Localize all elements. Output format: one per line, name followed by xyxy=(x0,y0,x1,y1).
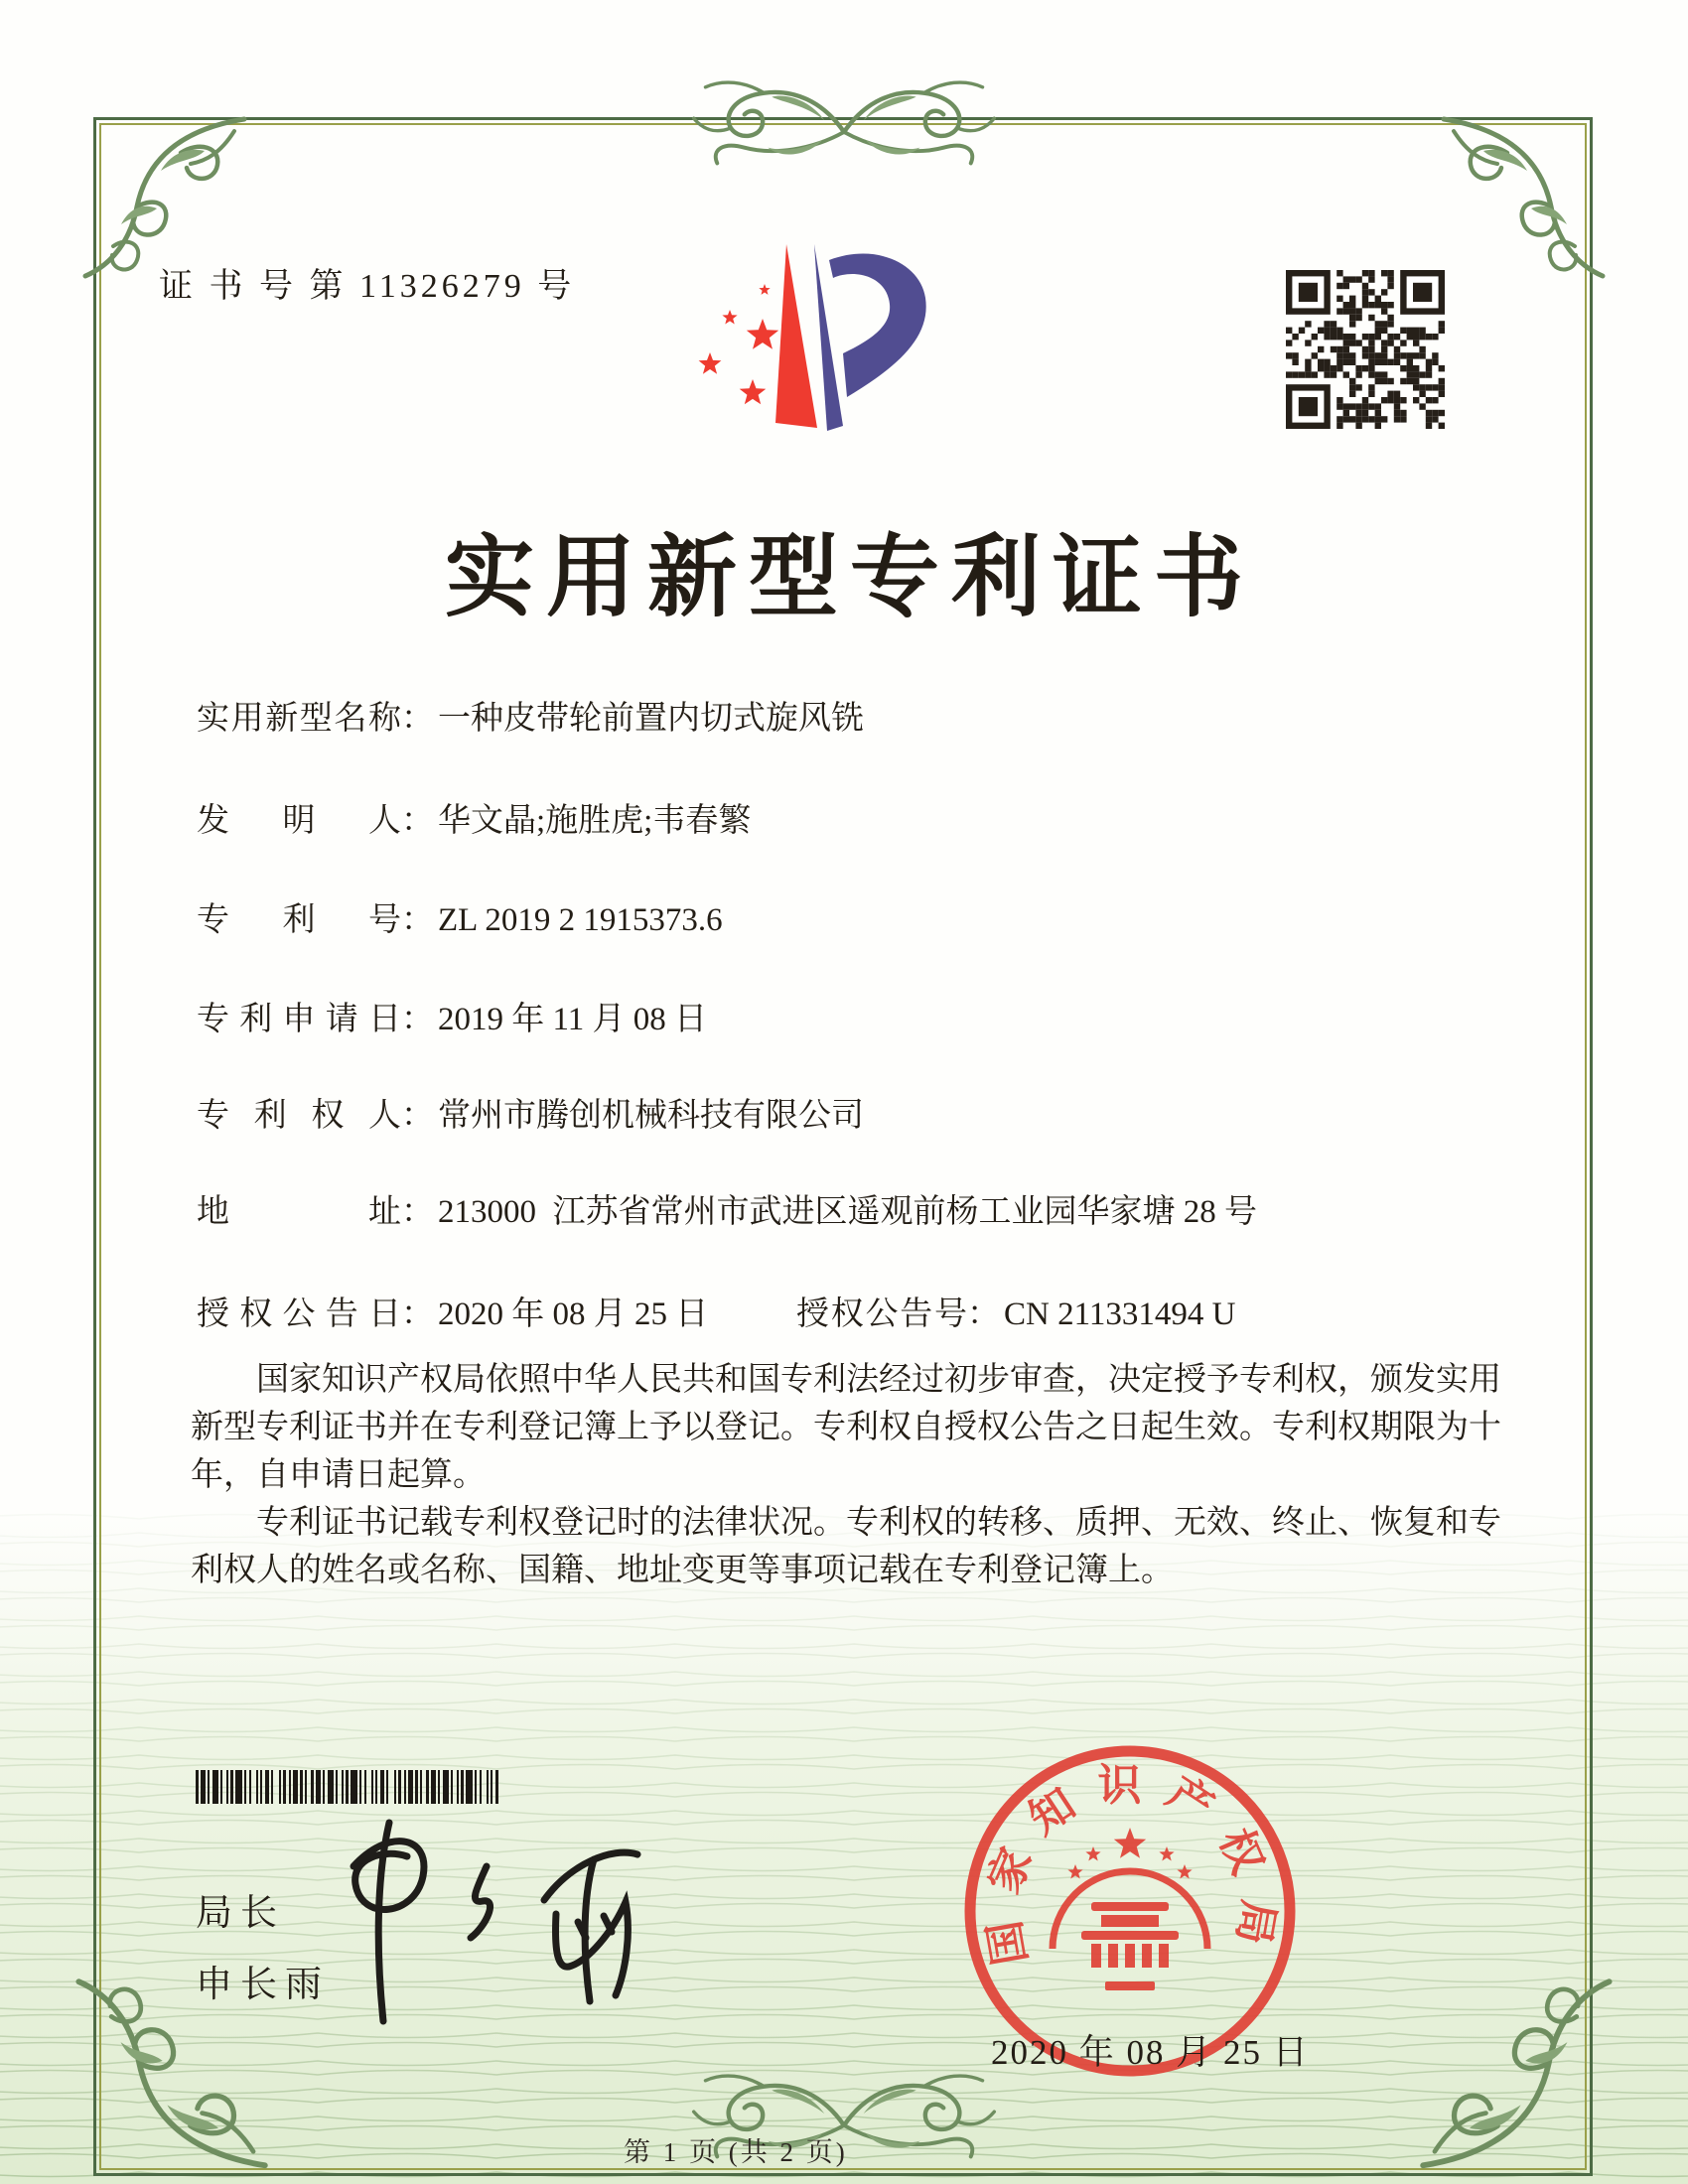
director-title: 局长 xyxy=(196,1893,285,1934)
field-row-inventors: 发明人： 华文晶;施胜虎;韦春繁 xyxy=(197,800,1529,842)
seal-text: 国家知识产权局 xyxy=(976,1761,1284,1969)
legal-paragraph-1: 国家知识产权局依照中华人民共和国专利法经过初步审查，决定授予专利权，颁发实用新型专利证书并在专利登记簿上予以登记。专利权自授权公告之日起生效。专利权期限为十年，自申请日起算。 xyxy=(191,1362,1501,1493)
top-center-ornament xyxy=(620,71,1068,189)
field-value: 213000 江苏省常州市武进区遥观前杨工业园华家塘 28 号 xyxy=(438,1194,1257,1230)
field-value: 2020 年 08 月 25 日 xyxy=(438,1297,709,1332)
field-grant-number: 授权公告号： CN 211331494 U xyxy=(796,1294,1235,1335)
field-label: 专利申请日 xyxy=(197,1002,401,1037)
field-row-grant-date: 授权公告日： 2020 年 08 月 25 日 授权公告号： CN 211331494 U xyxy=(197,1294,1529,1335)
corner-flourish-bottom-right xyxy=(1415,1969,1618,2182)
corner-flourish-top-left xyxy=(77,109,251,283)
barcode-icon xyxy=(196,1770,498,1804)
field-row-utility-model-name: 实用新型名称： 一种皮带轮前置内切式旋风铣 xyxy=(197,698,1529,740)
field-row-patent-number: 专利号： ZL 2019 2 1915373.6 xyxy=(197,899,1529,941)
director-signature-icon xyxy=(328,1805,655,2028)
director-name: 申长雨 xyxy=(196,1965,330,2005)
certificate-title: 实用新型专利证书 xyxy=(445,529,1255,627)
field-label: 授权公告日 xyxy=(197,1297,401,1332)
field-row-patentee: 专利权人： 常州市腾创机械科技有限公司 xyxy=(197,1095,1529,1137)
page-footer: 第 1 页 (共 2 页) xyxy=(624,2137,848,2167)
field-label: 地址 xyxy=(197,1194,401,1230)
legal-text-block xyxy=(191,1356,1501,1594)
field-label: 发明人 xyxy=(197,803,401,839)
cnipa-logo-icon xyxy=(688,236,934,437)
legal-paragraph-2: 专利证书记载专利权登记时的法律状况。专利权的转移、质押、无效、终止、恢复和专利权人的姓名或名称、国籍、地址变更等事项记载在专利登记簿上。 xyxy=(191,1505,1501,1588)
national-emblem xyxy=(1053,1828,1207,1990)
certificate-number: 证 书 号 第 11326279 号 xyxy=(159,268,576,305)
field-row-application-date: 专利申请日： 2019 年 11 月 08 日 xyxy=(197,999,1529,1040)
corner-flourish-top-right xyxy=(1437,109,1611,283)
field-value: 2019 年 11 月 08 日 xyxy=(438,1002,708,1037)
field-label: 实用新型名称 xyxy=(197,701,401,737)
field-value: ZL 2019 2 1915373.6 xyxy=(438,902,723,938)
seal-date: 2020 年 08 月 25 日 xyxy=(991,2033,1310,2072)
field-value: CN 211331494 U xyxy=(1004,1297,1236,1332)
field-value: 一种皮带轮前置内切式旋风铣 xyxy=(438,701,864,737)
qr-code-icon xyxy=(1286,270,1445,429)
field-value: 常州市腾创机械科技有限公司 xyxy=(438,1098,864,1134)
field-label: 授权公告号 xyxy=(796,1297,967,1332)
field-label: 专利号 xyxy=(197,902,401,938)
field-value: 华文晶;施胜虎;韦春繁 xyxy=(438,803,752,839)
field-row-address: 地址： 213000 江苏省常州市武进区遥观前杨工业园华家塘 28 号 xyxy=(197,1191,1529,1233)
field-label: 专利权人 xyxy=(197,1098,401,1134)
